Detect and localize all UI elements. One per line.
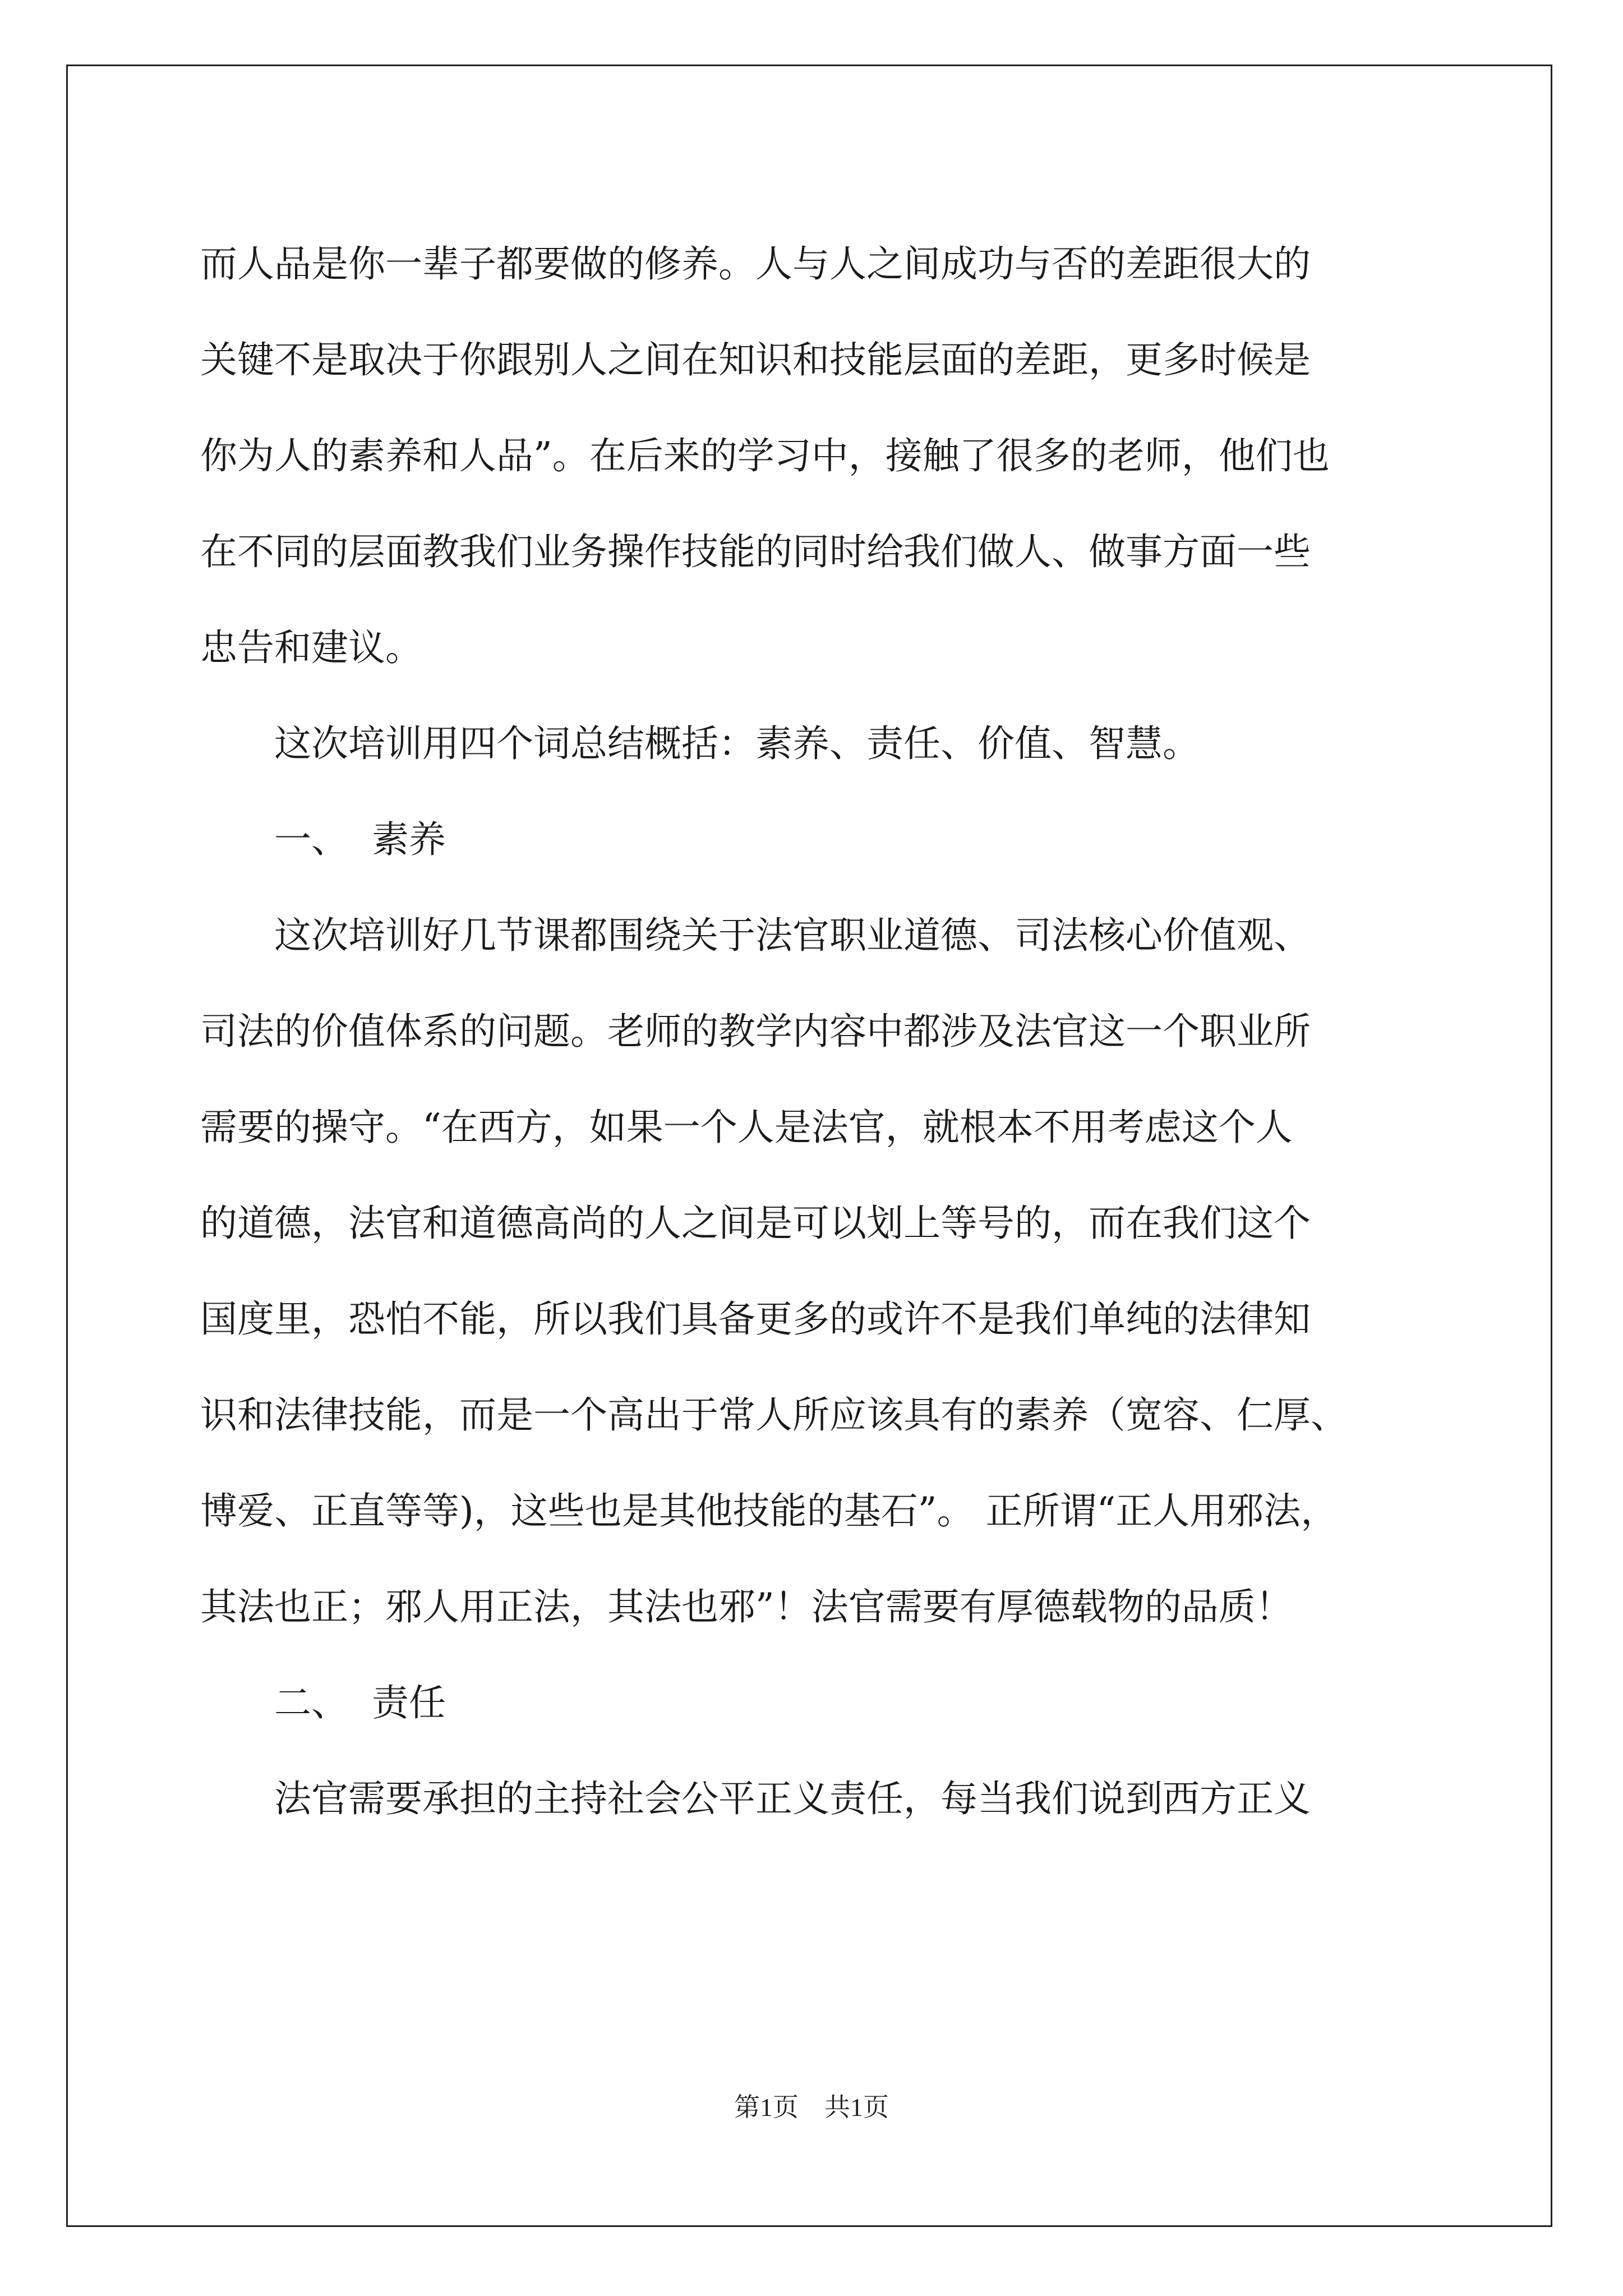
text-line: 忠告和建议。 <box>200 626 422 669</box>
text-line: 法官需要承担的主持社会公平正义责任，每当我们说到西方正义 <box>274 1777 1311 1820</box>
text-line: 在不同的层面教我们业务操作技能的同时给我们做人、做事方面一些 <box>200 530 1311 573</box>
text-line: 需要的操守。“在西方，如果一个人是法官，就根本不用考虑这个人 <box>200 1106 1293 1149</box>
text-line: 这次培训用四个词总结概括：素养、责任、价值、智慧。 <box>274 722 1200 765</box>
text-line: 国度里，恐怕不能，所以我们具备更多的或许不是我们单纯的法律知 <box>200 1297 1311 1341</box>
text-line: 而人品是你一辈子都要做的修养。人与人之间成功与否的差距很大的 <box>200 242 1311 286</box>
text-line: 关键不是取决于你跟别人之间在知识和技能层面的差距，更多时候是 <box>200 338 1311 381</box>
text-line: 其法也正；邪人用正法，其法也邪”！法官需要有厚德载物的品质！ <box>200 1585 1293 1628</box>
page-number-footer: 第1页 共1页 <box>734 2093 889 2122</box>
document-body <box>200 216 1456 1847</box>
text-line: 司法的价值体系的问题。老师的教学内容中都涉及法官这一个职业所 <box>200 1010 1311 1053</box>
text-line: 的道德，法官和道德高尚的人之间是可以划上等号的，而在我们这个 <box>200 1202 1311 1245</box>
text-line: 你为人的素养和人品”。在后来的学习中，接触了很多的老师，他们也 <box>200 434 1330 477</box>
text-line: 这次培训好几节课都围绕关于法官职业道德、司法核心价值观、 <box>274 914 1311 957</box>
section-heading: 一、 素养 <box>274 818 446 861</box>
text-line: 识和法律技能，而是一个高出于常人所应该具有的素养（宽容、仁厚、 <box>200 1393 1348 1437</box>
text-line: 博爱、正直等等)，这些也是其他技能的基石”。 正所谓“正人用邪法， <box>200 1489 1338 1533</box>
section-heading: 二、 责任 <box>274 1681 446 1724</box>
